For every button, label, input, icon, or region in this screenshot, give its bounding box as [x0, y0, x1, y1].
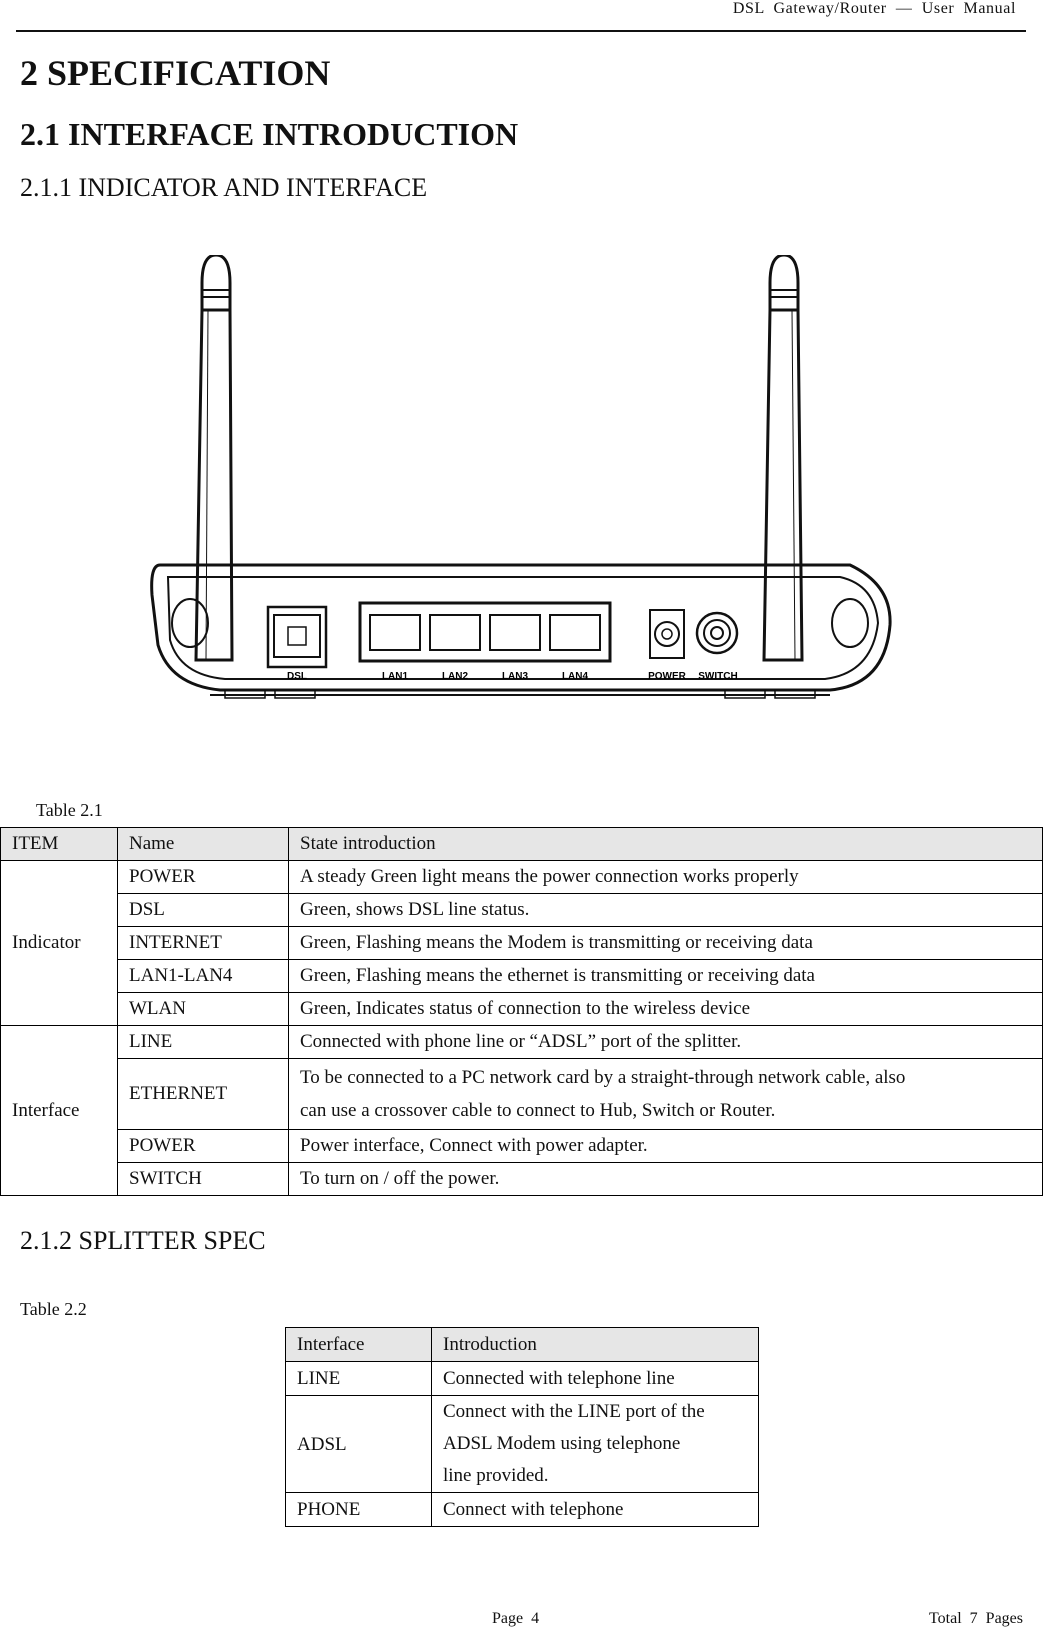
name-cell: INTERNET	[118, 927, 289, 960]
port-label-switch: SWITCH	[698, 671, 738, 682]
state-cell: A steady Green light means the power connection works properly	[289, 861, 1043, 894]
header-cell: State introduction	[289, 828, 1043, 861]
table-row	[1, 1059, 1043, 1130]
table-row	[286, 1362, 759, 1396]
port-label-lan1: LAN1	[381, 671, 409, 682]
table-row	[1, 1026, 1043, 1059]
table-caption: Table 2.1	[36, 800, 103, 820]
interface-table	[0, 827, 1043, 1196]
table-header-row	[286, 1328, 759, 1362]
name-cell: LAN1-LAN4	[118, 960, 289, 993]
state-line: can use a crossover cable to connect to Hub, Switch or Router.	[300, 1100, 776, 1121]
state-cell: Power interface, Connect with power adapter.	[289, 1130, 1043, 1163]
port-label-lan4: LAN4	[561, 671, 589, 682]
interface-cell: PHONE	[286, 1493, 432, 1527]
interface-cell: ADSL	[286, 1396, 432, 1493]
name-cell: POWER	[118, 861, 289, 894]
state-cell: Green, Flashing means the ethernet is transmitting or receiving data	[289, 960, 1043, 993]
port-label-lan3: LAN3	[501, 671, 529, 682]
intro-cell	[432, 1396, 759, 1493]
name-cell: DSL	[118, 894, 289, 927]
section-heading: 2.1 INTERFACE INTRODUCTION	[20, 116, 519, 152]
intro-line: ADSL Modem using telephone	[443, 1433, 681, 1454]
table-row	[1, 861, 1043, 894]
group-cell: Indicator	[1, 861, 118, 1026]
state-cell: To turn on / off the power.	[289, 1163, 1043, 1196]
group-cell: Interface	[1, 1026, 118, 1196]
state-line: To be connected to a PC network card by a straight-through network cable, also	[300, 1067, 906, 1088]
total-pages: Total 7 Pages	[929, 1610, 1023, 1627]
dsl-port	[268, 607, 326, 682]
table-row	[1, 894, 1043, 927]
left-antenna	[196, 255, 232, 660]
interface-cell: LINE	[286, 1362, 432, 1396]
table-row	[286, 1493, 759, 1527]
state-cell: Green, Flashing means the Modem is transmitting or receiving data	[289, 927, 1043, 960]
power-switch	[697, 613, 738, 682]
splitter-table	[285, 1327, 759, 1527]
subsection-heading-indicator: 2.1.1 INDICATOR AND INTERFACE	[20, 173, 428, 202]
name-cell: LINE	[118, 1026, 289, 1059]
header-cell: ITEM	[1, 828, 118, 861]
table-row	[286, 1396, 759, 1493]
router-rear-panel-figure	[150, 255, 895, 715]
lan2-port	[430, 615, 480, 682]
intro-cell: Connect with telephone	[432, 1493, 759, 1527]
name-cell: WLAN	[118, 993, 289, 1026]
lan3-port	[490, 615, 540, 682]
right-antenna	[764, 255, 802, 660]
port-label-dsl: DSL	[287, 671, 307, 682]
header-cell: Interface	[286, 1328, 432, 1362]
lan4-port	[550, 615, 600, 682]
state-cell: Green, Indicates status of connection to the wireless device	[289, 993, 1043, 1026]
power-port	[648, 610, 687, 682]
header-cell: Name	[118, 828, 289, 861]
name-cell: POWER	[118, 1130, 289, 1163]
table-row	[1, 993, 1043, 1026]
table-row	[1, 960, 1043, 993]
table-caption: Table 2.2	[20, 1299, 87, 1319]
intro-line: line provided.	[443, 1465, 549, 1486]
chapter-heading: 2 SPECIFICATION	[20, 53, 331, 93]
page-number: Page 4	[492, 1610, 540, 1627]
intro-line: Connect with the LINE port of the	[443, 1401, 705, 1422]
port-label-lan2: LAN2	[441, 671, 469, 682]
name-cell: SWITCH	[118, 1163, 289, 1196]
table-row	[1, 1163, 1043, 1196]
header-rule	[16, 30, 1026, 32]
table-row	[1, 927, 1043, 960]
name-cell: ETHERNET	[118, 1059, 289, 1130]
state-cell: Green, shows DSL line status.	[289, 894, 1043, 927]
state-cell: Connected with phone line or “ADSL” port of the splitter.	[289, 1026, 1043, 1059]
table-header-row	[1, 828, 1043, 861]
port-label-power: POWER	[648, 671, 686, 682]
intro-cell: Connected with telephone line	[432, 1362, 759, 1396]
subsection-heading-splitter: 2.1.2 SPLITTER SPEC	[20, 1226, 266, 1255]
running-header: DSL Gateway/Router — User Manual	[732, 0, 1016, 17]
header-cell: Introduction	[432, 1328, 759, 1362]
table-row	[1, 1130, 1043, 1163]
lan1-port	[370, 615, 420, 682]
state-cell	[289, 1059, 1043, 1130]
